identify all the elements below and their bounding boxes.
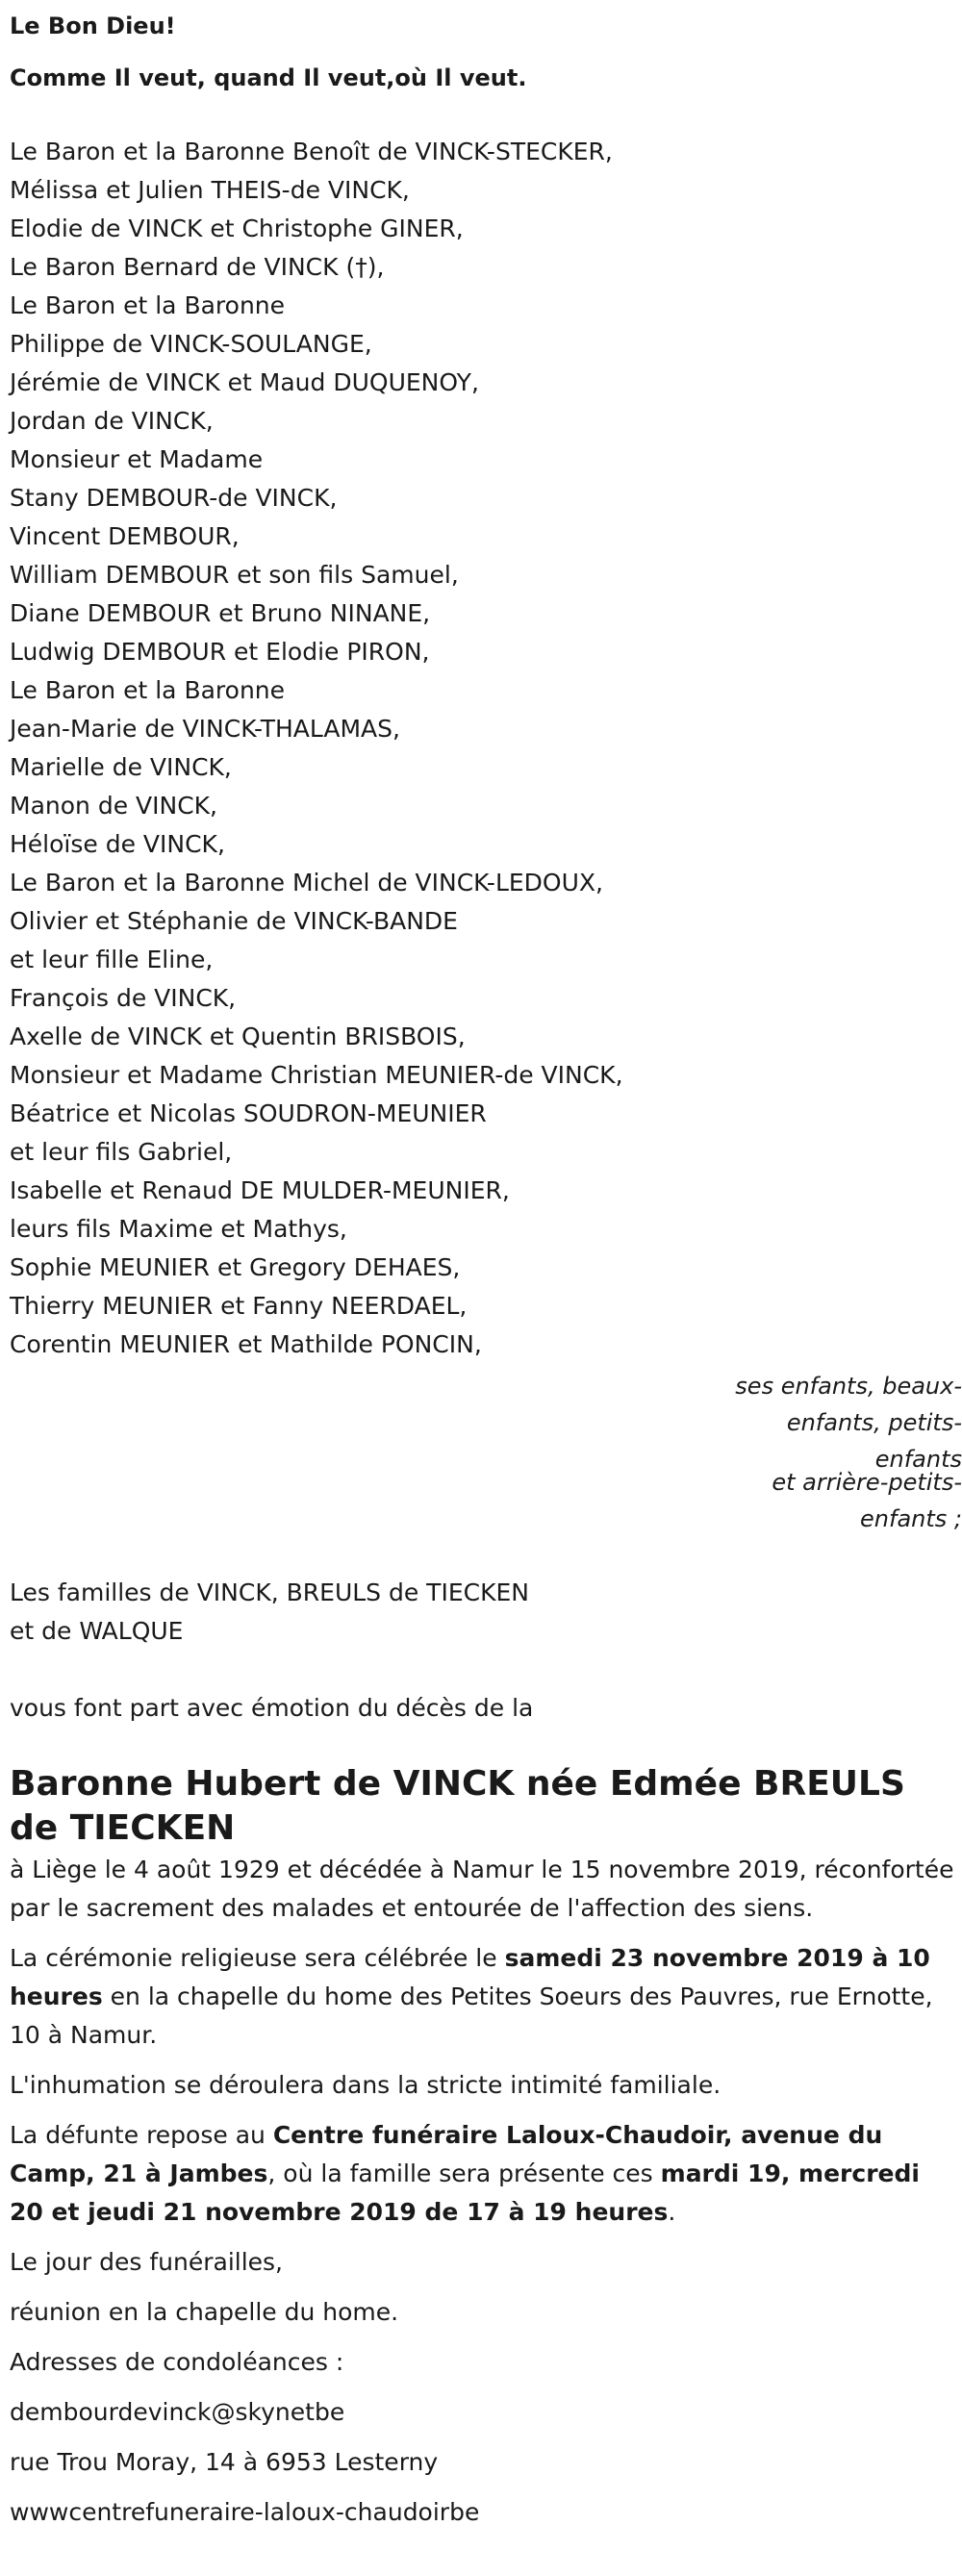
- families-line-1: Les familles de VINCK, BREULS de TIECKEN: [10, 1578, 529, 1606]
- relation-block: [10, 1368, 962, 1537]
- mourner-line: Marielle de VINCK,: [10, 753, 232, 781]
- mourner-line: Philippe de VINCK-SOULANGE,: [10, 330, 372, 358]
- mourners-list: [10, 133, 952, 1364]
- mourner-line: Le Baron Bernard de VINCK (†),: [10, 253, 385, 281]
- repose-text: [10, 2116, 957, 2232]
- mourner-line: Elodie de VINCK et Christophe GINER,: [10, 215, 464, 242]
- mourner-line: Jean-Marie de VINCK-THALAMAS,: [10, 715, 400, 743]
- ceremony-pre: La cérémonie religieuse sera célébrée le: [10, 1944, 505, 1972]
- mourner-line: leurs fils Maxime et Mathys,: [10, 1215, 347, 1243]
- funeral-website: wwwcentrefuneraire-laloux-chaudoirbe: [10, 2498, 480, 2526]
- repose-dates: mardi 19, mercredi 20 et jeudi 21 novembre 2019 de 17 à 19 heures: [10, 2159, 920, 2226]
- header-line-1: Le Bon Dieu!: [10, 13, 176, 39]
- condolences-label: Adresses de condoléances :: [10, 2348, 344, 2376]
- families-line-2: et de WALQUE: [10, 1617, 184, 1645]
- funeral-day-text: Le jour des funérailles,: [10, 2248, 284, 2276]
- mourner-line: et leur fille Eline,: [10, 946, 214, 973]
- announcement: vous font part avec émotion du décès de la: [10, 1694, 534, 1722]
- mourner-line: Le Baron et la Baronne Michel de VINCK-LEDOUX,: [10, 869, 603, 897]
- repose-location: Centre funéraire Laloux-Chaudoir, avenue du Camp, 21 à Jambes: [10, 2121, 883, 2187]
- repose-post: .: [668, 2198, 676, 2226]
- families-block: [10, 1574, 952, 1651]
- mourner-line: Béatrice et Nicolas SOUDRON-MEUNIER: [10, 1099, 487, 1127]
- burial-text: L'inhumation se déroulera dans la stricte intimité familiale.: [10, 2071, 722, 2099]
- mourner-line: Ludwig DEMBOUR et Elodie PIRON,: [10, 638, 430, 666]
- mourner-line: et leur fils Gabriel,: [10, 1138, 233, 1166]
- mourner-line: Thierry MEUNIER et Fanny NEERDAEL,: [10, 1292, 468, 1320]
- mourner-line: Sophie MEUNIER et Gregory DEHAES,: [10, 1253, 461, 1281]
- mourner-line: Axelle de VINCK et Quentin BRISBOIS,: [10, 1023, 466, 1050]
- mourner-line: Olivier et Stéphanie de VINCK-BANDE: [10, 907, 458, 935]
- reunion-text: réunion en la chapelle du home.: [10, 2298, 399, 2326]
- mourner-line: Le Baron et la Baronne Benoît de VINCK-STECKER,: [10, 138, 613, 165]
- birth-death-text: à Liège le 4 août 1929 et décédée à Namur le 15 novembre 2019, réconfortée par le sacrement des malades et entourée de l'affection des siens.: [10, 1856, 954, 1922]
- mourner-line: Corentin MEUNIER et Mathilde PONCIN,: [10, 1330, 482, 1358]
- mourner-line: Héloïse de VINCK,: [10, 830, 225, 858]
- mourner-line: William DEMBOUR et son fils Samuel,: [10, 561, 459, 589]
- mourner-line: François de VINCK,: [10, 984, 237, 1012]
- relation-line-2: et arrière-petits-enfants ;: [772, 1469, 962, 1532]
- mourner-line: Isabelle et Renaud DE MULDER-MEUNIER,: [10, 1176, 510, 1204]
- mourner-line: Mélissa et Julien THEIS-de VINCK,: [10, 176, 410, 204]
- mourner-line: Jordan de VINCK,: [10, 407, 214, 435]
- mourner-line: Stany DEMBOUR-de VINCK,: [10, 484, 338, 512]
- mourner-line: Manon de VINCK,: [10, 792, 217, 820]
- deceased-name: Baronne Hubert de VINCK née Edmée BREULS de TIECKEN: [10, 1764, 905, 1848]
- ceremony-post: en la chapelle du home des Petites Soeurs des Pauvres, rue Ernotte, 10 à Namur.: [10, 1983, 933, 2049]
- mourner-line: Diane DEMBOUR et Bruno NINANE,: [10, 599, 431, 627]
- header-line-2: Comme Il veut, quand Il veut,où Il veut.: [10, 64, 527, 91]
- condolence-address: rue Trou Moray, 14 à 6953 Lesterny: [10, 2448, 439, 2476]
- mourner-line: Le Baron et la Baronne: [10, 291, 286, 319]
- condolence-email: dembourdevinck@skynetbe: [10, 2398, 345, 2426]
- repose-pre: La défunte repose au: [10, 2121, 273, 2149]
- mourner-line: Jérémie de VINCK et Maud DUQUENOY,: [10, 368, 479, 396]
- mourner-line: Le Baron et la Baronne: [10, 676, 286, 704]
- mourner-line: Monsieur et Madame Christian MEUNIER-de VINCK,: [10, 1061, 623, 1089]
- mourner-line: Vincent DEMBOUR,: [10, 522, 240, 550]
- relation-line-1: ses enfants, beaux-enfants, petits-enfants: [735, 1373, 962, 1473]
- repose-mid: , où la famille sera présente ces: [267, 2159, 661, 2187]
- ceremony-datetime: samedi 23 novembre 2019 à 10 heures: [10, 1944, 930, 2010]
- ceremony-text: [10, 1939, 957, 2055]
- mourner-line: Monsieur et Madame: [10, 445, 264, 473]
